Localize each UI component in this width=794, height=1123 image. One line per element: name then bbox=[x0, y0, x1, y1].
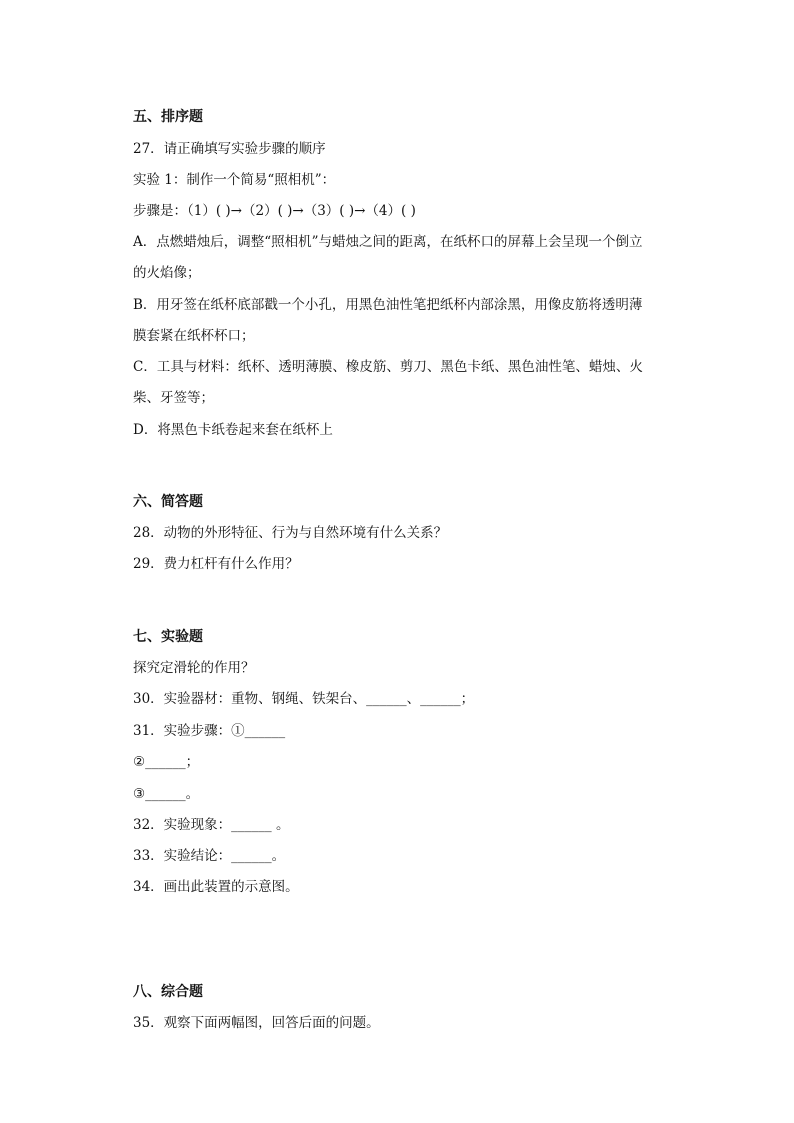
experiment-1-title: 实验 1：制作一个简易“照相机”： bbox=[133, 172, 336, 188]
question-31-step-2: ②______； bbox=[133, 754, 200, 770]
section-heading-ordering: 五、排序题 bbox=[133, 109, 203, 125]
option-a-line-1: A．点燃蜡烛后，调整“照相机”与蜡烛之间的距离，在纸杯口的屏幕上会呈现一个倒立 bbox=[133, 234, 643, 250]
option-c-line-2: 柴、牙签等； bbox=[133, 390, 214, 406]
experiment-topic: 探究定滑轮的作用？ bbox=[133, 660, 255, 676]
option-d: D．将黑色卡纸卷起来套在纸杯上 bbox=[133, 422, 333, 438]
question-33: 33．实验结论：______。 bbox=[133, 848, 286, 864]
question-31-step-3: ③______。 bbox=[133, 786, 200, 802]
question-34: 34．画出此装置的示意图。 bbox=[133, 879, 299, 895]
question-27-prompt: 27．请正确填写实验步骤的顺序 bbox=[133, 141, 326, 157]
option-b-line-2: 膜套紧在纸杯杯口； bbox=[133, 328, 255, 344]
section-heading-experiment: 七、实验题 bbox=[133, 629, 203, 645]
question-35: 35．观察下面两幅图，回答后面的问题。 bbox=[133, 1015, 380, 1031]
steps-order-blanks: 步骤是：（1）( )→（2）( )→（3）( )→（4）( ) bbox=[133, 203, 416, 219]
option-a-line-2: 的火焰像； bbox=[133, 265, 201, 281]
option-c-line-1: C．工具与材料：纸杯、透明薄膜、橡皮筋、剪刀、黑色卡纸、黑色油性笔、蜡烛、火 bbox=[133, 359, 643, 375]
section-heading-short-answer: 六、简答题 bbox=[133, 494, 203, 510]
option-b-line-1: B．用牙签在纸杯底部戳一个小孔，用黑色油性笔把纸杯内部涂黑，用像皮筋将透明薄 bbox=[133, 297, 643, 313]
question-29: 29．费力杠杆有什么作用？ bbox=[133, 556, 299, 572]
section-heading-comprehensive: 八、综合题 bbox=[133, 984, 203, 1000]
question-32: 32．实验现象：______ 。 bbox=[133, 817, 290, 833]
question-30: 30．实验器材：重物、钢绳、铁架台、______、______； bbox=[133, 691, 475, 707]
question-31: 31．实验步骤：①______ bbox=[133, 723, 286, 739]
question-28: 28．动物的外形特征、行为与自然环境有什么关系？ bbox=[133, 525, 448, 541]
